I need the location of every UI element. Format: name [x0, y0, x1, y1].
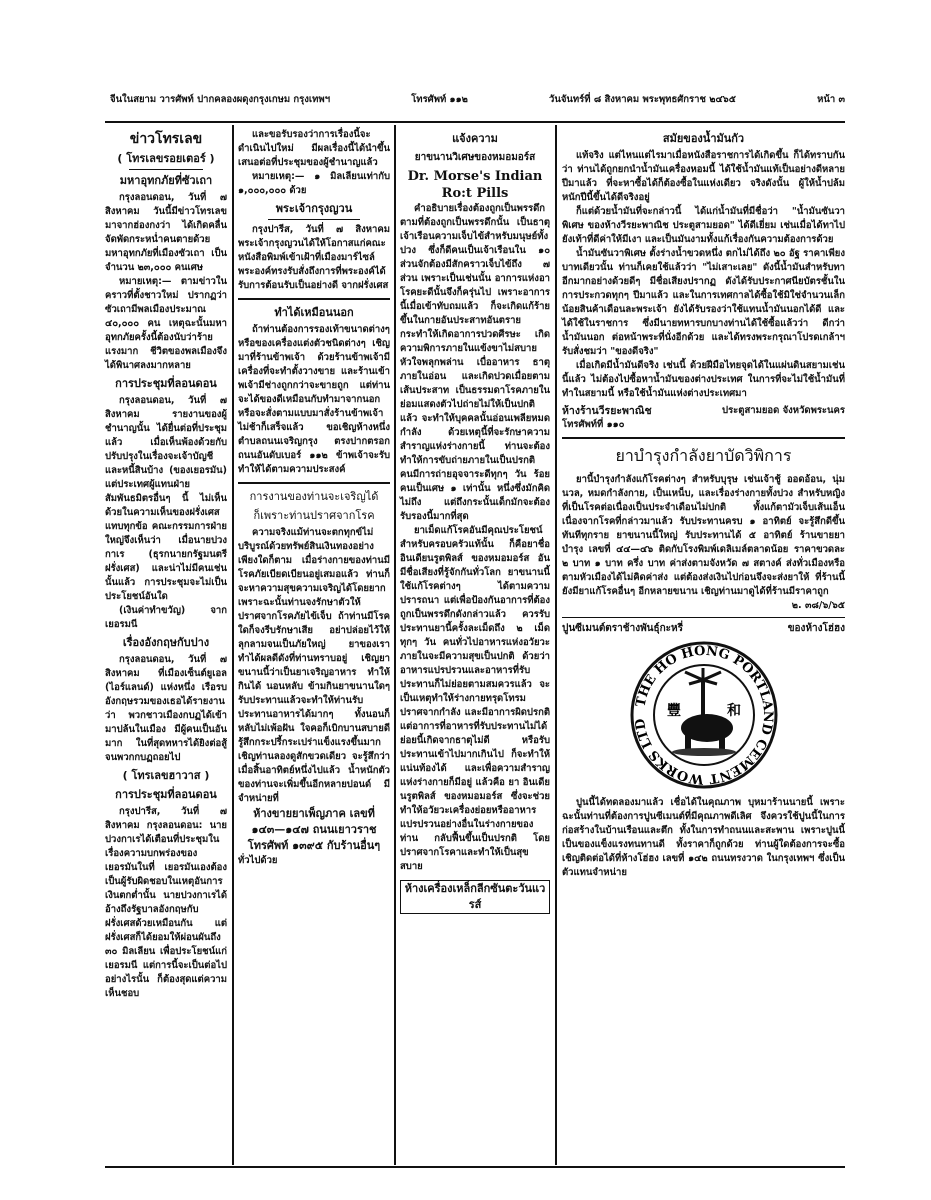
divider — [268, 219, 359, 220]
article-body: กรุงปารีส, วันที่ ๗ สิงหาคม กรุงลอนดอน: นายปวงกาเรได้เตือนที่ประชุมในเรื่องความบกพร่องของเยอรมันในที่ เยอรมันเองต้องเป็นผู้รับผิดชอบในเหตุอันการเงินตกต่ำนั้น นายปวงกาเรได้อ้างถึงรัฐบาลอังกฤษกับฝรั่งเศสด้วยเหมือนกัน แต่ฝรั่งเศสก็ได้ยอมให้ผ่อนผันถึง ๓๐ มิลเลียน เพื่อประโยชน์แก่เยอรมนี แต่การนี้จะเป็นต่อไปอย่างไรนั้น ก็ต้องสุดแต่ความเห็นชอบ — [105, 806, 227, 999]
article-body: (เงินค่าทำขวัญ) จากเยอรมนี — [105, 605, 227, 630]
section-subtitle: ( โทรเลขรอยเตอร์ ) — [117, 152, 215, 165]
ad-body: ความจริงแม้ท่านจะตกทุกข์ไม่บริบูรณ์ด้วยทรัพย์สินเงินทองอย่างเพียงใดก็ตาม เมื่อร่างกายของท่านมีโรคภัยเบียดเบียนอยู่เสมอแล้ว ท่านก็จะหาความสุขความเจริญได้โดยยาก เพราะฉะนั้นท่านจงรักษาตัวให้ปราศจากโรคภัยไข้เจ็บ ถ้าท่านมีโรคใดก็จงรีบรักษาเสีย อย่าปล่อยไว้ให้ลุกลามจนเป็นภัยใหญ่ ยาของเราทำได้ผลดีดังที่ท่านทราบอยู่ เชิญยาขนานนี้ว่าเป็นยาเจริญอาหาร ทำให้กินได้ นอนหลับ ข้ามกินยาขนานใดๆ รับประทานแล้วจะทำให้ท่านรับประทานอาหารได้มากๆ ทั้งนอนก็หลับไม่เพ้อฝัน ใจคอก็เบิกบานสบายดี รู้สึกกระปรี้กระเปร่าแข็งแรงขึ้นมาก เชิญท่านลองดูสักขวดเดียว จะรู้สึกว่าเมื่อสิ้นอาทิตย์หนึ่งไปแล้ว น้ำหนักตัวของท่านจะเพิ่มขึ้นอีกหลายปอนด์ มีจำหน่ายที่ — [238, 527, 390, 804]
article-body: ก็แต่ด้วยน้ำมันที่จะกล่าวนี้ ได้แก่น้ำมันที่มีชื่อว่า "น้ำมันซันวาพิเศษ ของห้างวีรยะพาณิช ประตูสามยอด" ได้ดีเยี่ยม เช่นเมื่อได้ทาไปยังเท้าที่ดีค่าให้มีเงา และเป็นมันงามทั้งแก้เรื่องกันความต้องการด้วย — [562, 206, 845, 245]
article-body: กรุงปารีส, วันที่ ๗ สิงหาคม พระเจ้ากรุงญวนได้ให้โอกาสแก่คณะหนังสือพิมพ์เข้าเฝ้าที่เมืองมาร์ไซล์ พระองค์ทรงรับสั่งถึงการที่พระองค์ได้รับการต้อนรับเป็นอย่างดี จากฝรั่งเศส — [238, 224, 390, 291]
ad-footer: ห้างเครื่องเหล็กลีกซันตะวันแวรส์ — [400, 880, 550, 914]
divider — [129, 169, 202, 170]
article-headline: การประชุมที่ลอนดอน — [115, 788, 217, 801]
article-oil — [562, 131, 845, 401]
masthead-publisher: จีนในสยาม วารศัพท์ ปากคลองผดุงกรุงเกษม กรุงเทพฯ — [110, 94, 331, 105]
section-subtitle: ( โทรเลขฮาวาส ) — [122, 769, 210, 782]
cement-ad — [562, 622, 845, 880]
section-title: ข่าวโทรเลข — [129, 131, 203, 147]
article-headline: มหาอุทกภัยที่ซัวเถา — [119, 174, 213, 187]
shop-name: ห้างร้านวีรยะพาณิช — [562, 405, 652, 417]
article-headline: เรื่องอังกฤษกับปาง — [122, 636, 210, 649]
article-headline: พระเจ้ากรุงญวน — [275, 202, 353, 215]
divider — [238, 298, 390, 300]
article-body: เมื่อเกิดมีน้ำมันดีจริง เช่นนี้ ด้วยฝีมือไทยจุดได้ในแผ่นดินสยามเช่นนี้แล้ว ไม่ต้องไปซื้อหาน้ำมันของต่างประเทศ ในการที่จะไม่ใช้น้ำมันที่ทำในสยามนี้ หรือใช้น้ำมันแห่งต่างประเทศมา — [562, 360, 845, 399]
top-rule — [105, 121, 845, 123]
ad-address: โทรศัพท์ ๑๓๙๕ กับร้านอื่นๆ — [247, 839, 381, 852]
article-body: กรุงลอนดอน, วันที่ ๗ สิงหาคม วันนี้มีข่าวโทรเลขมาจากฮ่องกงว่า ได้เกิดคลื่นจัดพัดกระหน่ำคนตายด้วยมหาอุทกภัยที่เมืองซัวเถา เป็นจำนวน ๒๓,๐๐๐ คนเศษ — [105, 192, 227, 273]
ad-body: ปูนนี้ได้ทดลองมาแล้ว เชื่อได้ในคุณภาพ บุหมาร้านนายนี้ เพราะฉะนั้นท่านที่ต้องการปูนซีเมนต์ที่มีคุณภาพดีเลิศ จึงควรใช้ปูนนี้ในการก่อสร้างในบ้านเรือนและตึก ทั้งในการทำถนนและสะพาน เพราะปูนนี้เป็นของแข็งแรงทนทานดี ทั้งราคาก็ถูกด้วย ท่านผู้ใดต้องการจะซื้อ เชิญติดต่อได้ที่ห้างโฮ่ฮง เลขที่ ๑๔๒ ถนนทรงวาด ในกรุงเทพฯ ซึ่งเป็นตัวแทนจำหน่าย — [562, 797, 845, 878]
ad-address: ๑๔๓—๑๔๗ ถนนเยาวราช — [251, 823, 377, 836]
column-divider — [232, 125, 234, 1165]
tonic-ad — [562, 445, 845, 613]
masthead-phone: โทรศัพท์ ๑๑๒ — [411, 94, 468, 105]
ad-body: คำอธิบายเรื่องต้องถูกเป็นพรรดึก ตามที่ต้องถูกเป็นพรรดึกนั้น เป็นธาตุเจ้าเรือนความเจ็บไข้สำหรับมนุษย์ทั้งปวง ซึ่งก็ดีคนเป็นเจ้าเรือนใน ๑๐ ส่วนจักต้องมีสักคราวเจ็บไข้ถึง ๗ ส่วน เพราะเป็นเช่นนั้น อาการแห่งอาโรคยะดีนั้นจึงก็ครุ่นไป เพราะอาการนี้เมื่อเข้าทับถมแล้ว ก็จะเกิดแก้ร้ายขึ้นในกายอันประสาทอันตราย กระทำให้เกิดอาการปวดศีรษะ เกิดความพิการภายในแข้งขาไม่สบาย หัวใจพลุกพล่าน เบื่ออาหาร ธาตุภายในอ่อน และเกิดปวดเมื่อยตามเส้นประสาท เป็นธรรมดาโรคภายในย่อมแสดงตัวไปถ่ายไม่ให้เป็นปกติแล้ว จะทำให้บุคคลนั้นอ่อนเพลียหมดกำลัง ด้วยเหตุนี้ที่จะรักษาความสำราญแห่งร่างกายนี้ ท่านจะต้องทำให้การขับถ่ายภายในเป็นปรกติ คนมีการถ่ายอุจจาระดีทุกๆ วัน ร้อยคนเป็นเศษ ๑ เท่านั้น หนึ่งซึ่งมักคิดไม่ถึง แต่ถึงกระนั้นเด็กมักจะต้องรับรองนี้มากที่สุด — [400, 203, 550, 522]
article-body: น้ำมันซันวาพิเศษ ตั้งร่างน้ำขวดหนึ่ง ตกไม่ได้ถึง ๒๐ อัฐ ราคาเพียงบาทเดียวนั้น ท่านก็เคยใช้แล้วว่า "ไม่เสาะเลย" ดังนี้น้ำมันสำหรับทาอีกมากอย่างด้วยดีๆ มีชื่อเสียงปรากฏ ดังได้รับประกาศนียบัตรชั้นในการประกวดทุกๆ ปีมาแล้ว และในการเทศกาลได้ซื้อใช้มิใช่จำนวนเล็กน้อยสินค้าเดือนละพระเจ้า ยังได้รับรองว่าใช้แทนน้ำมันนอกได้ดี และได้ใช้ในราชการ ซึ่งมีนายทหารบกบางท่านได้ใช้ซื้อแล้วว่า ดีกว่าน้ำมันนอก ต่อหน้าพระที่นั่งอีกด้วย และได้ทรงพระกรุณาโปรดเกล้าฯ รับสั่งชมว่า "ของดีจริง" — [562, 248, 845, 357]
ad-english-title: Ro:t Pills — [441, 186, 509, 201]
ad-title: ยาบำรุงกำลังยาบัดวิพิการ — [615, 446, 792, 465]
ad-body: ยานี้บำรุงกำลังแก้โรคต่างๆ สำหรับบุรุษ เช่นเจ้าชู้ ออดอ้อน, นุ่มนวล, หมดกำลังกาย, เป็นเหน็บ, และเรื่องร่างกายทั้งปวง สำหรับหญิงที่เป็นโรคต่อเนื่องเป็นประจำเดือนไม่ปกติ ทั้งแก้ตามัวเจ็บเส้นเอ็นเนื่องจากโรคที่กล่าวมาแล้ว รับประทานครบ ๑ อาทิตย์ จะรู้สึกดีขึ้นทันทีทุกราย ยาขนานนี้ใหญ่ รับประทานได้ ๕ อาทิตย์ ร้านขายยาบำรุง เลขที่ ๔๔—๔๖ ติดกับโรงพิมพ์เดลิเมล์ตลาดน้อย ราคาขวดละ ๒ บาท ๑ บาท ครึ่ง บาท ค่าส่งตามจังหวัด ๗ สตางค์ ส่งทั่วเมืองหรือตามหัวเมืองได้ไม่คิดค่าส่ง แต่ต้องส่งเงินไปก่อนจึงจะส่งยาให้ ที่ร้านนี้ยังมียาแก้โรคอื่นๆ อีกหลายขนาน เชิญท่านมาดูได้ที่ร้านมีราคาถูก — [562, 474, 845, 597]
divider — [238, 482, 390, 484]
column-dr-morse-ad — [400, 128, 550, 916]
article-body: แท้จริง แต่ไหนแต่ไรมาเมื่อหนังสือราชการได้เกิดขึ้น ก็ได้ทราบกันว่า ท่านได้ถูกยกนำน้ำมันเครื่องหอมนี้ ได้ใช้น้ำมันแท้เป็นอย่างดีหลายปีมาแล้ว ที่จะหาซื้อได้ก็ต้องซื้อในแห่งเดียว จริงดังนั้น ผู้ให้น้ำปล้มหนักปีนี้ขึ้นได้ดีจริงอยู่ — [562, 150, 845, 203]
column-divider — [555, 125, 557, 1165]
article-body: หมายเหตุ:— ตามข่าวในคราวที่ตั้งชาวใหม่ ปรากฏว่า ซัวเถามีพลเมืองประมาณ ๔๐,๐๐๐ คน เหตุฉะนั้นมหาอุทกภัยครั้งนี้ต้องนับว่าร้ายแรงมาก ชีวิตของพลเมืองจึงได้พินาศลงมากหลาย — [105, 276, 227, 371]
column-divider — [394, 125, 396, 1165]
page-number: หน้า ๓ — [817, 94, 845, 105]
article-body: กรุงลอนดอน, วันที่ ๗ สิงหาคม รายงานของผู้ชำนาญนั้น ได้ยื่นต่อที่ประชุมแล้ว เมื่อเห็นพ้องด้วยกับปรับปรุงในเรื่องจะเจ้าบัญชีและหนี้สินบ้าง (ของเยอรมัน) แต่ประเทศผู้แทนฝ่ายสัมพันธมิตรอื่นๆ นี้ ไม่เห็นด้วยในความเห็นของฝรั่งเศสแทบทุกข้อ คณะกรรมการฝ่ายใหญ่จึงเห็นว่า เมื่อนายปวงกาเร (ธุรกนายกรัฐมนตรีฝรั่งเศส) และน่าไม่มีคนเช่นนั้นแล้ว การประชุมจะไม่เป็นประโยชน์อันใด — [105, 395, 227, 602]
article-headline: สมัยของน้ำมันกัว — [662, 132, 745, 145]
ad-headline: การงานของท่านจะเจริญได้ — [249, 490, 379, 503]
right-section — [562, 128, 845, 880]
svg-text:和: 和 — [726, 703, 741, 719]
article-body: และขอรับรองว่าการเรื่องนี้จะดำเนินไปใหม่ มีผลเรื่องนี้ได้นำขึ้นเสนอต่อที่ประชุมของผู้ชำนาญแล้ว — [238, 129, 390, 168]
svg-text:豐: 豐 — [666, 703, 681, 719]
ad-address: ห้างขายยาเพ็ญภาค เลขที่ — [253, 807, 375, 820]
ad-body: ยาเม็ดแก้โรคอันมีคุณประโยชน์สำหรับครอบครัวแท้นั้น ก็คือยาชื่อ อินเดียนรูตพิลส์ ของหมอมอร์ส อันมีชื่อเสียงที่รู้จักกันทั่วโลก ยาขนานนี้ใช้แก้โรคต่างๆ ได้ตามความปรารถนา แต่เพื่อป้องกันอาการที่ต้องถูกเป็นพรรดึกดังกล่าวแล้ว ควรรับประทานยานี้ครั้งละเม็ดถึง ๒ เม็ดทุกๆ วัน คนทั่วไปอาหารแห่งอวัยวะภายในจะมีความสุขเป็นปกติ ด้วยว่าอาหารแปรปรวนและอาหารที่รับประทานก็ไม่ย่อยตามสมควรแล้ว จะเป็นเหตุทำให้ร่างกายทรุดโทรม ปราศจากกำลัง และมีอาการผิดปรกติ แต่อาการที่อาหารที่รับประทานไม่ได้ย่อยนี้เกิดจากธาตุไม่ดี หรือรับประทานเข้าไปมากเกินไป ก็จะทำให้แน่นท้องได้ และเพื่อความสำราญแห่งร่างกายก็มีอยู่ แล้วคือ ยา อินเดียนรูตพิลส์ ของหมอมอร์ส ซึ่งจะช่วยทำให้อวัยวะเครื่องย่อยหรืออาหารแปรปรวนอย่างอื่นในร่างกายของท่าน กลับฟื้นขึ้นเป็นปรกติ โดยปราศจากโรคาและทำให้เป็นสุขสบาย — [400, 525, 550, 872]
shop-phone: โทรศัพท์ที่ ๑๑๐ — [562, 419, 625, 430]
ad-subtitle: ยาขนานวิเศษของหมอมอร์ส — [414, 152, 536, 163]
bottom-rule — [105, 1166, 845, 1168]
shop-address: ประตูสามยอด จังหวัดพระนคร — [722, 405, 845, 416]
ho-hong-cement-logo — [629, 640, 779, 790]
ad-body: ถ้าท่านต้องการรองเท้าขนาดต่างๆ หรือของเครื่องแต่งตัวชนิดต่างๆ เชิญมาที่ร้านข้าพเจ้า ด้วยร้านข้าพเจ้ามีเครื่องที่จะทำตั้งวางขาย และร้านเข้าพเจ้ามีช่างถูกกว่าจะขายถูก แต่ท่านจะได้ของดีเหมือนกับทำมาจากนอก หรือจะสั่งตามแบบมาสั่งร้านข้าพเจ้า ไม่ช้าก็เสร็จแล้ว ขอเชิญห้างหนึ่ง ตำบลถนนเจริญกรุง ตรงปากตรอกถนนอันดับเบอร์ ๑๑๒ ข้าพเจ้าจะรับทำให้ได้ตามความประสงค์ — [238, 324, 390, 475]
column-news-ads — [238, 128, 390, 868]
section-divider — [562, 437, 845, 439]
ad-headline: ของห้างโฮ่ฮง — [787, 623, 845, 634]
column-telegraph-news — [105, 128, 227, 1001]
article-body: กรุงลอนดอน, วันที่ ๗ สิงหาคม ที่เมืองเซ็นต์ยูเอล (ไอร์แลนด์) แห่งหนึ่ง เรือรบอังกฤษรวมของเธอได้รายงานว่า พวกชาวเมืองกบฏได้เข้ามาปล้นในเมือง มีผู้คนเป็นอันมาก ในที่สุดทหารได้ยิงต่อสู้จนพวกกบฏถอยไป — [105, 654, 227, 763]
ad-address: ทั่วไปด้วย — [238, 855, 278, 866]
article-body: หมายเหตุ:— ๑ มิลเลียนเท่ากับ ๑,๐๐๐,๐๐๐ ด้วย — [238, 171, 390, 196]
ad-title: แจ้งความ — [452, 132, 498, 145]
ad-headline: ปูนซีเมนต์ตราช้างพันธุ์กะหรี่ — [562, 623, 683, 634]
ad-headline: ทำได้เหมือนนอก — [274, 306, 354, 319]
masthead-date: วันจันทร์ที่ ๘ สิงหาคม พระพุทธศักราช ๒๔๖๕ — [549, 94, 736, 105]
section-divider — [562, 617, 845, 618]
ad-date: ๒. ๓๘/๖/๖๕ — [791, 600, 845, 611]
oil-shop-footer — [562, 404, 845, 432]
ad-english-title: Dr. Morse's Indian — [407, 169, 543, 184]
article-headline: การประชุมที่ลอนดอน — [115, 377, 217, 390]
ad-headline: ก็เพราะท่านปราศจากโรค — [253, 509, 375, 522]
svg-text:THE HO HONG PORTLAND CEMENT WO: THE HO HONG PORTLAND CEMENT WORKS LTD — [632, 643, 775, 787]
masthead-line — [110, 94, 845, 106]
